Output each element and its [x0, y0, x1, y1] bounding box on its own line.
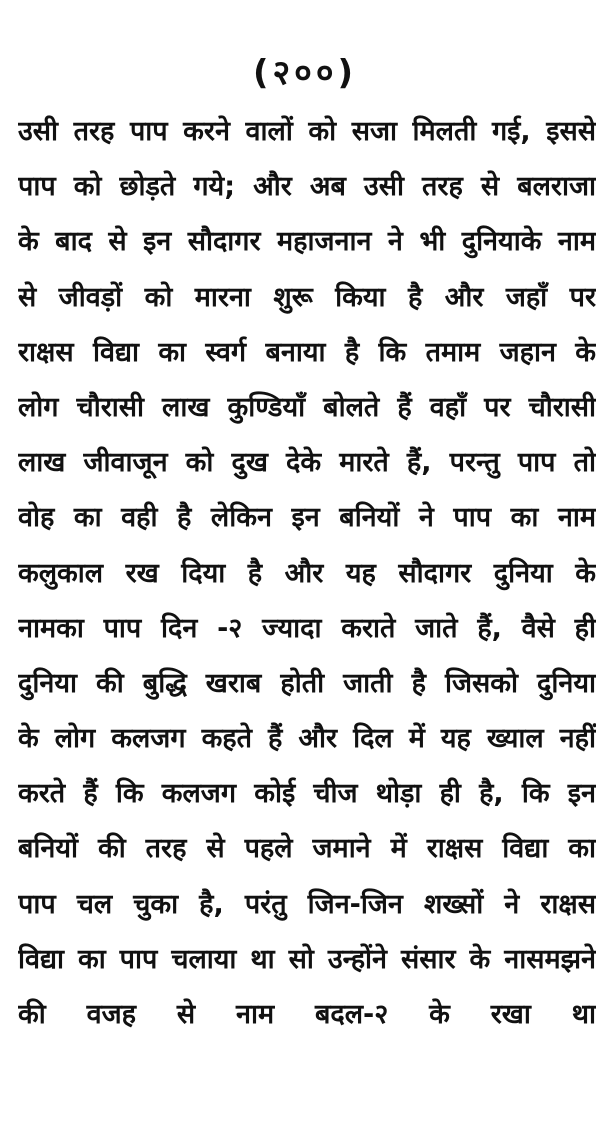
text-line: पाप को छोड़ते गये; और अब उसी तरह से बलराजा	[18, 171, 596, 203]
text-line: दुनिया की बुद्धि खराब होती जाती है जिसको दुनिया	[18, 667, 596, 699]
text-line: की वजह से नाम बदल-२ के रखा था	[18, 999, 596, 1030]
text-line: बनियों की तरह से पहले जमाने में राक्षस विद्या का	[18, 833, 596, 865]
text-line: के बाद से इन सौदागर महाजनान ने भी दुनियाके नाम	[18, 226, 596, 258]
text-line: वोह का वही है लेकिन इन बनियों ने पाप का नाम	[18, 502, 596, 534]
text-line: करते हैं कि कलजग कोई चीज थोड़ा ही है, कि इन	[18, 778, 596, 810]
body-text	[18, 104, 596, 1042]
text-line: से जीवड़ों को मारना शुरू किया है और जहाँ पर	[18, 281, 596, 313]
text-line: विद्या का पाप चलाया था सो उन्होंने संसार के नासमझने	[18, 943, 596, 975]
text-line: राक्षस विद्या का स्वर्ग बनाया है कि तमाम जहान के	[18, 336, 596, 368]
text-line: लाख जीवाजून को दुख देके मारते हैं, परन्तु पाप तो	[18, 447, 596, 479]
text-line: पाप चल चुका है, परंतु जिन-जिन शख्सों ने राक्षस	[18, 888, 596, 920]
text-line: नामका पाप दिन -२ ज्यादा कराते जाते हैं, वैसे ही	[18, 612, 596, 644]
text-line: उसी तरह पाप करने वालों को सजा मिलती गई, इससे	[18, 116, 596, 147]
text-line: लोग चौरासी लाख कुण्डियाँ बोलते हैं वहाँ पर चौरासी	[18, 391, 596, 423]
text-line: के लोग कलजग कहते हैं और दिल में यह ख्याल नहीं	[18, 723, 596, 755]
page-number: (२००)	[252, 53, 358, 93]
text-line: कलुकाल रख दिया है और यह सौदागर दुनिया के	[18, 557, 596, 589]
